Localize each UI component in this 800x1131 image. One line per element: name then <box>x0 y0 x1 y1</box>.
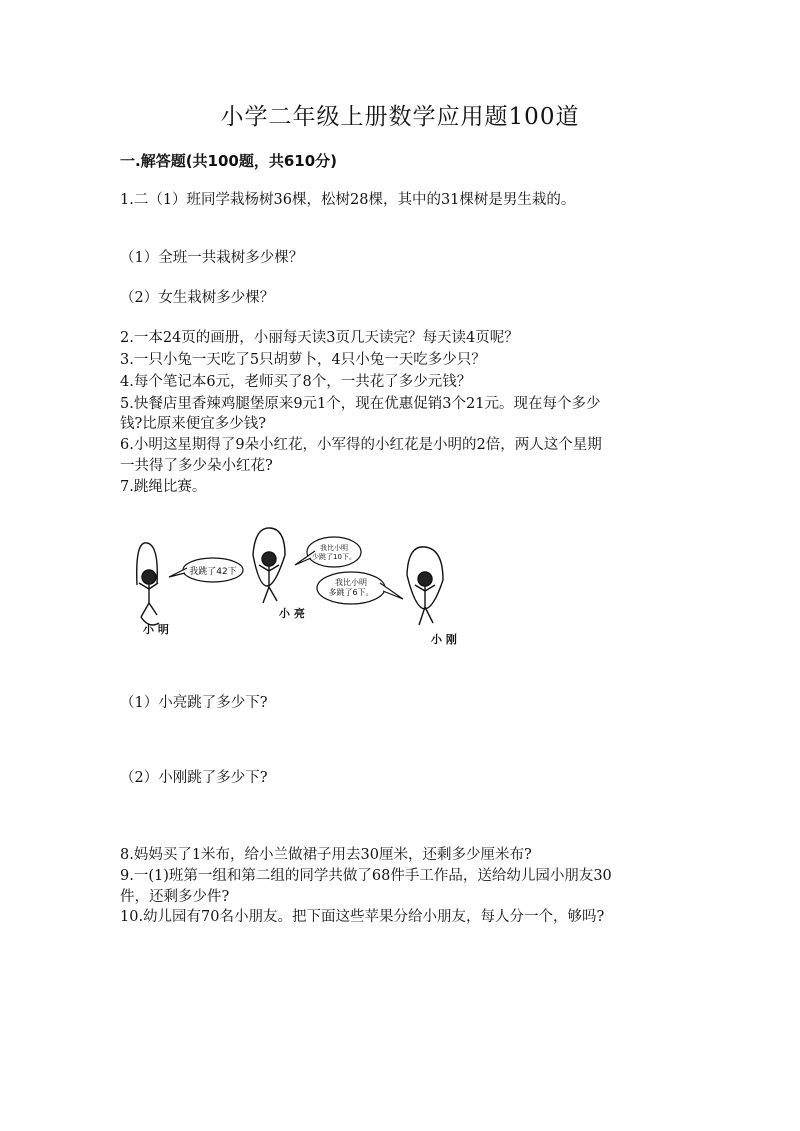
question-5-line-2: 钱?比原来便宜多少钱? <box>120 416 267 432</box>
question-5-line-1: 5.快餐店里香辣鸡腿堡原来9元1个，现在优惠促销3个21元。现在每个多少 <box>120 396 601 412</box>
question-4: 4.每个笔记本6元，老师买了8个，一共花了多少元钱？ <box>120 374 472 390</box>
xiaoliang-figure <box>253 528 285 603</box>
question-9-line-1: 9.一(1)班第一组和第二组的同学共做了68件手工作品，送给幼儿园小朋友30 <box>120 868 612 884</box>
xiaoliang-speech-bubble <box>295 537 361 567</box>
xiaogang-label: 小 刚 <box>431 633 457 646</box>
question-7-part-1: （1）小亮跳了多少下? <box>120 695 268 711</box>
xiaoming-speech-bubble <box>169 558 243 582</box>
question-7: 7.跳绳比赛。 <box>120 479 207 495</box>
section-heading: 一.解答题(共100题，共610分) <box>120 152 338 170</box>
page-title: 小学二年级上册数学应用题100道 <box>220 104 580 130</box>
question-7-part-2: （2）小刚跳了多少下? <box>120 770 268 786</box>
question-8: 8.妈妈买了1米布，给小兰做裙子用去30厘米，还剩多少厘米布? <box>120 847 532 863</box>
xiaoliang-bubble-text-1: 我比小明 <box>320 544 348 552</box>
question-3: 3.一只小兔一天吃了5只胡萝卜，4只小兔一天吃多少只？ <box>120 352 486 368</box>
question-6-line-1: 6.小明这星期得了9朵小红花，小军得的小红花是小明的2倍，两人这个星期 <box>120 437 602 453</box>
question-2: 2.一本24页的画册，小丽每天读3页几天读完？每天读4页呢？ <box>120 330 519 346</box>
xiaogang-bubble-text-2: 多跳了6下。 <box>328 588 374 597</box>
xiaogang-speech-bubble <box>317 572 403 604</box>
xiaoliang-bubble-text-2: 少跳了10下。 <box>312 553 356 561</box>
question-10: 10.幼儿园有70名小朋友。把下面这些苹果分给小朋友，每人分一个，够吗? <box>120 909 605 925</box>
xiaoming-label: 小 明 <box>143 623 169 636</box>
question-1: 1.二（1）班同学栽杨树36棵，松树28棵，其中的31棵树是男生栽的。 <box>120 192 576 208</box>
question-9-line-2: 件，还剩多少件? <box>120 889 230 905</box>
xiaogang-bubble-text-1: 我比小明 <box>335 578 367 587</box>
question-1-part-2: （2）女生栽树多少棵？ <box>120 290 275 306</box>
xiaoming-figure <box>137 543 159 625</box>
question-1-part-1: （1）全班一共栽树多少棵？ <box>120 250 304 266</box>
xiaoming-bubble-text: 我跳了42下 <box>189 567 237 577</box>
xiaogang-figure <box>407 547 443 625</box>
xiaoliang-label: 小 亮 <box>279 607 305 620</box>
jump-rope-drawing <box>125 525 470 655</box>
question-6-line-2: 一共得了多少朵小红花? <box>120 458 273 474</box>
jump-rope-illustration <box>125 525 470 655</box>
